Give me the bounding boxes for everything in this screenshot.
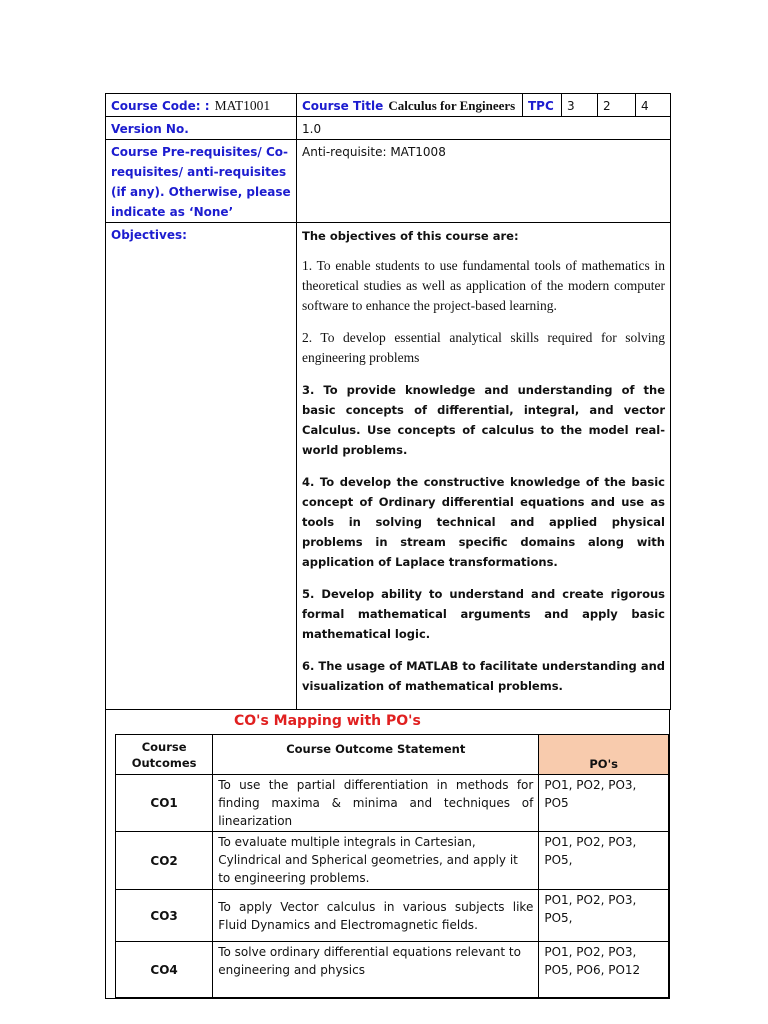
objectives-label: Objectives: — [111, 228, 187, 242]
co-po-mapping-table — [115, 734, 669, 998]
co1-label: CO1 — [116, 775, 213, 832]
tpc-value-c — [636, 94, 671, 117]
co3-label: CO3 — [116, 890, 213, 942]
course-code-row — [106, 94, 671, 117]
objective-4: 4. To develop the constructive knowledge of the basic concept of Ordinary differential equations and use as tools in solving technical and applied physical problems in stream specific domains along with application of Laplace transformations. — [302, 475, 665, 569]
mapping-row-co3 — [116, 890, 669, 942]
tpc-value-t — [562, 94, 598, 117]
mapping-wrapper — [105, 734, 670, 999]
co2-statement: To evaluate multiple integrals in Cartesian, Cylindrical and Spherical geometries, and apply it to engineering problems. — [213, 832, 539, 890]
mapping-title: CO's Mapping with PO's — [234, 713, 421, 729]
tpc-p: 2 — [603, 99, 611, 113]
tpc-value-p — [598, 94, 636, 117]
mapping-row-co1 — [116, 775, 669, 832]
co3-statement: To apply Vector calculus in various subjects like Fluid Dynamics and Electromagnetic fields. — [213, 890, 539, 942]
objective-6: 6. The usage of MATLAB to facilitate understanding and visualization of mathematical problems. — [302, 659, 665, 693]
co1-statement: To use the partial differentiation in methods for finding maxima & minima and techniques of linearization — [213, 775, 539, 832]
tpc-label: TPC — [528, 99, 554, 113]
col-statement-header: Course Outcome Statement — [213, 735, 539, 775]
course-document — [105, 93, 670, 999]
version-value: 1.0 — [302, 122, 322, 136]
objective-1: 1. To enable students to use fundamental tools of mathematics in theoretical studies as well as application of the modern computer software to enhance the project-based learning. — [302, 258, 665, 313]
course-title: Calculus for Engineers — [388, 98, 516, 113]
co1-pos: PO1, PO2, PO3, PO5 — [539, 775, 669, 832]
co2-pos: PO1, PO2, PO3, PO5, — [539, 832, 669, 890]
mapping-row-co4 — [116, 942, 669, 998]
col-pos-header: PO's — [539, 735, 669, 775]
version-label: Version No. — [111, 122, 189, 136]
mapping-row-co2 — [116, 832, 669, 890]
objectives-heading: The objectives of this course are: — [302, 229, 519, 243]
course-title-label: Course Title — [302, 99, 384, 113]
course-code-cell — [106, 94, 297, 117]
col-outcomes-header: Course Outcomes — [116, 735, 213, 775]
objective-5: 5. Develop ability to understand and create rigorous formal mathematical arguments and apply basic mathematical logic. — [302, 587, 665, 641]
objectives-row — [106, 223, 671, 710]
mapping-header-row — [116, 735, 669, 775]
course-code-label: Course Code: : — [111, 99, 210, 113]
co4-label: CO4 — [116, 942, 213, 998]
prereq-value: Anti-requisite: MAT1008 — [302, 145, 446, 159]
prereq-value-cell — [297, 140, 671, 223]
version-label-cell — [106, 117, 297, 140]
course-code: MAT1001 — [214, 98, 271, 113]
version-value-cell — [297, 117, 671, 140]
objectives-label-cell — [106, 223, 297, 710]
course-title-cell — [297, 94, 523, 117]
mapping-title-row — [105, 710, 670, 734]
tpc-t: 3 — [567, 99, 575, 113]
objective-2: 2. To develop essential analytical skills required for solving engineering problems — [302, 330, 665, 365]
prereq-row — [106, 140, 671, 223]
tpc-c: 4 — [641, 99, 649, 113]
objectives-cell — [297, 223, 671, 710]
prereq-label-cell — [106, 140, 297, 223]
tpc-label-cell — [523, 94, 562, 117]
objective-3: 3. To provide knowledge and understanding of the basic concepts of differential, integral, and vector Calculus. Use concepts of calculus to the model real-world problems. — [302, 383, 665, 457]
co3-pos: PO1, PO2, PO3, PO5, — [539, 890, 669, 942]
co2-label: CO2 — [116, 832, 213, 890]
co4-statement: To solve ordinary differential equations relevant to engineering and physics — [213, 942, 539, 998]
prereq-label: Course Pre-requisites/ Co-requisites/ anti-requisites (if any). Otherwise, please indicate as ‘None’ — [111, 145, 291, 219]
co4-pos: PO1, PO2, PO3, PO5, PO6, PO12 — [539, 942, 669, 998]
version-row — [106, 117, 671, 140]
course-info-table — [105, 93, 671, 710]
